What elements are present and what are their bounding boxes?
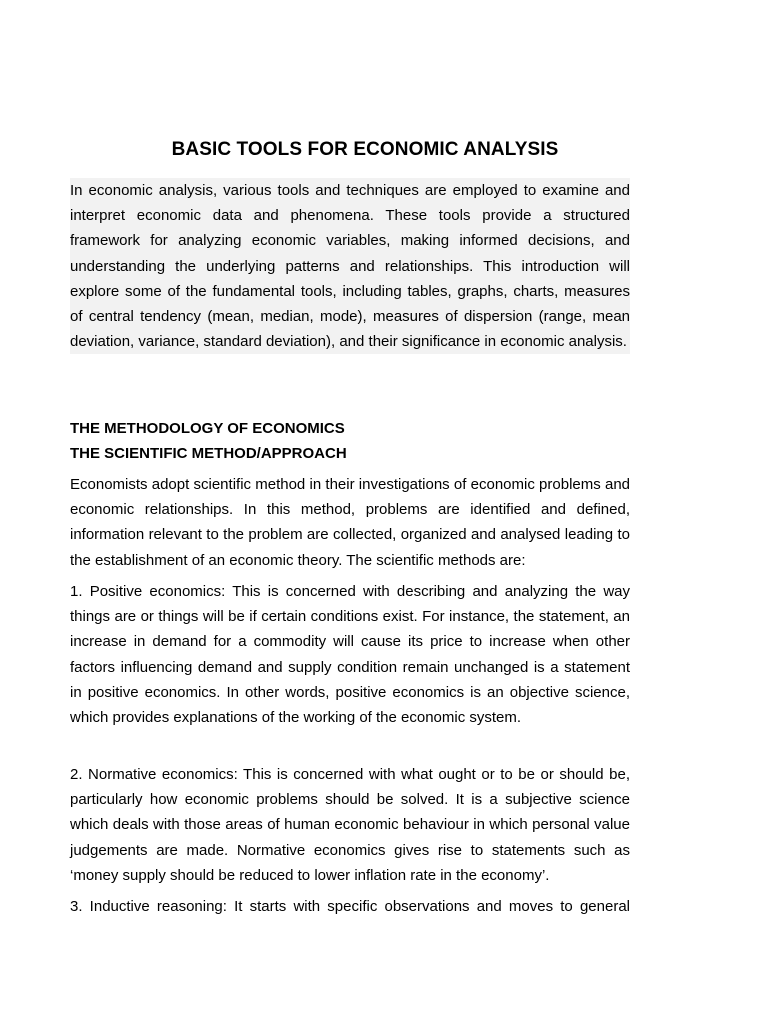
intro-paragraph: In economic analysis, various tools and techniques are employed to examine and interpret economic data and phenomena. These tools provide a structured framework for analyzing economic variables, making informed decisions, and understanding the underlying patterns and relationships. This introduction will explore some of the fundamental tools, including tables, graphs, charts, measures of central tendency (mean, median, mode), measures of dispersion (range, mean deviation, variance, standard deviation), and their significance in economic analysis. [70,178,630,354]
body-paragraph-normative-economics: 2. Normative economics: This is concerned with what ought or to be or should be, particularly how economic problems should be solved. It is a subjective science which deals with those areas of human economic behaviour in which personal value judgements are made. Normative economics gives rise to statements such as ‘money supply should be reduced to lower inflation rate in the economy’. [70,766,630,884]
page-title: BASIC TOOLS FOR ECONOMIC ANALYSIS [171,139,559,160]
section-heading-methodology: THE METHODOLOGY OF ECONOMICS [70,420,345,437]
body-paragraph-inductive-reasoning: 3. Inductive reasoning: It starts with specific observations and moves to general [70,898,630,915]
body-paragraph-positive-economics: 1. Positive economics: This is concerned with describing and analyzing the way things are or things will be if certain conditions exist. For instance, the statement, an increase in demand for a commodity will cause its price to increase when other factors influencing demand and supply condition remain unchanged is a statement in positive economics. In other words, positive economics is an objective science, which provides explanations of the working of the economic system. [70,583,630,727]
body-paragraph-scientific-method: Economists adopt scientific method in their investigations of economic problems and economic relationships. In this method, problems are identified and defined, information relevant to the problem are collected, organized and analysed leading to the establishment of an economic theory. The scientific methods are: [70,476,630,569]
section-heading-scientific-method: THE SCIENTIFIC METHOD/APPROACH [70,445,347,462]
